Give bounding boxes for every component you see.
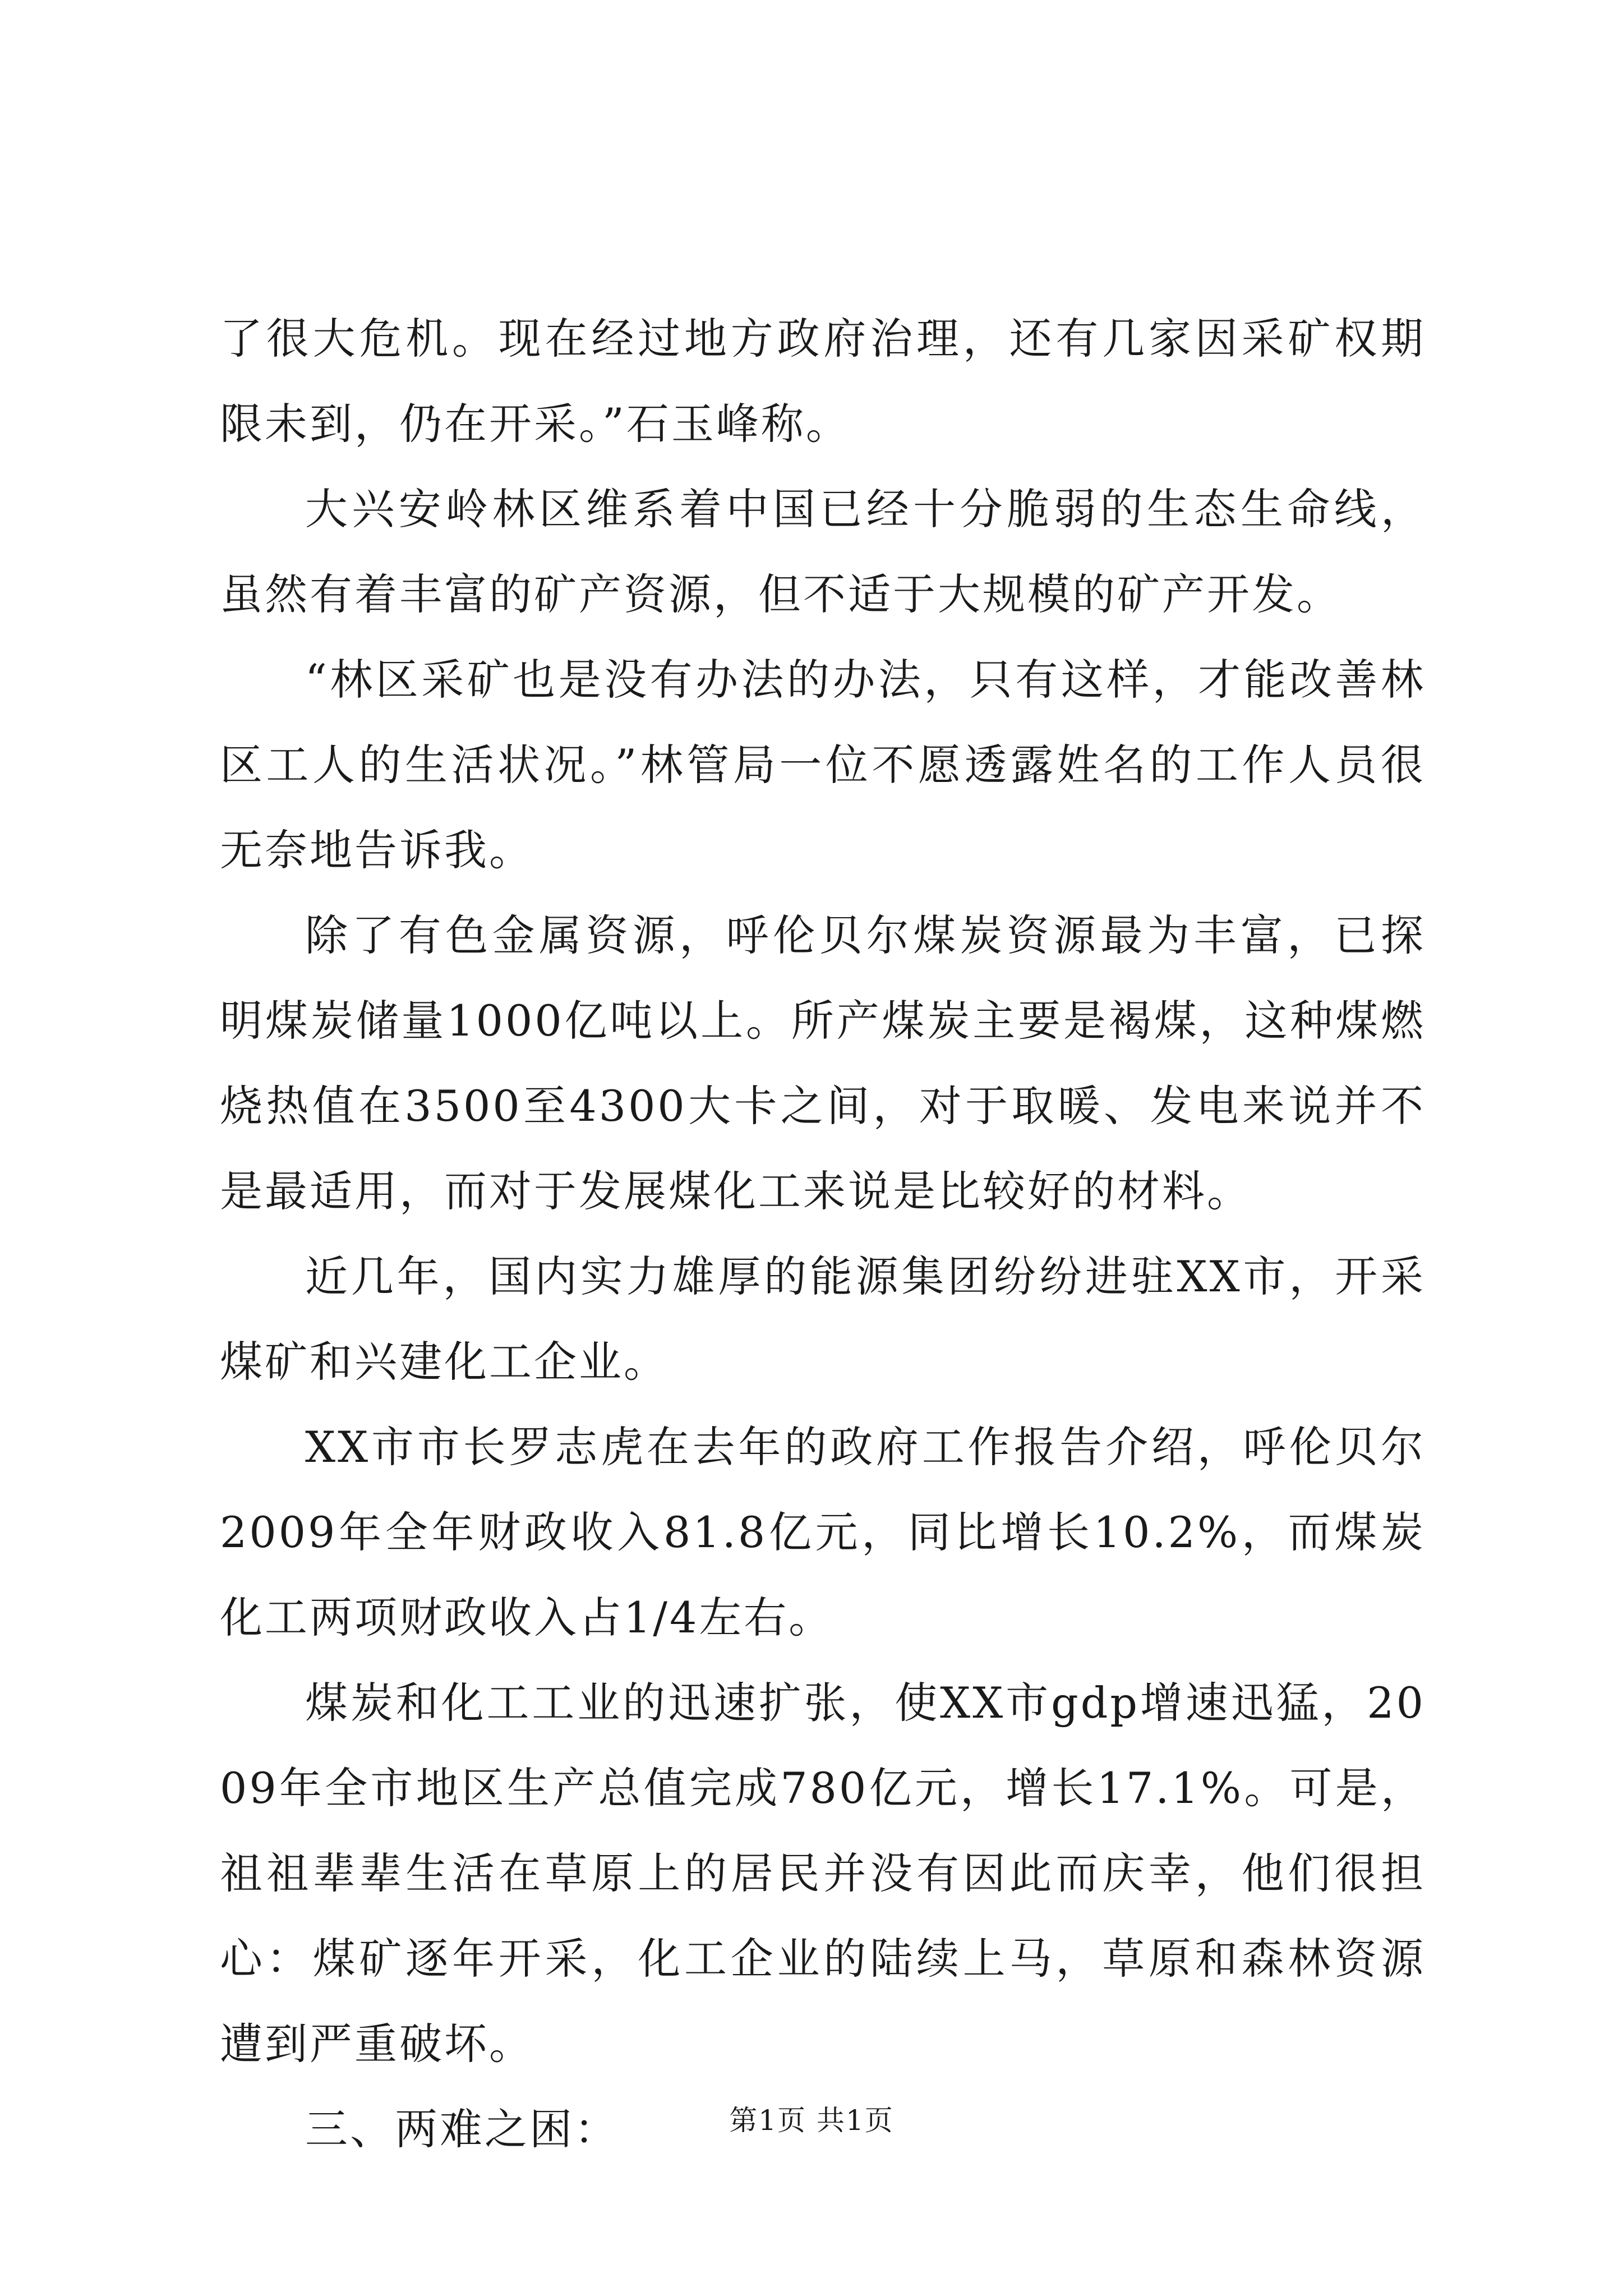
paragraph: 大兴安岭林区维系着中国已经十分脆弱的生态生命线，虽然有着丰富的矿产资源，但不适于大规模的矿产开发。 (220, 484, 1426, 619)
paragraph: 煤炭和化工工业的迅速扩张，使XX市gdp增速迅猛，2009年全市地区生产总值完成780亿元，增长17.1%。可是，祖祖辈辈生活在草原上的居民并没有因此而庆幸，他们很担心：煤矿逐年开采，化工企业的陆续上马，草原和森林资源遭到严重破坏。 (220, 1678, 1426, 2069)
paragraph: 了很大危机。现在经过地方政府治理，还有几家因采矿权期限未到，仍在开采。”石玉峰称。 (220, 314, 1426, 449)
paragraph: XX市市长罗志虎在去年的政府工作报告介绍，呼伦贝尔2009年全年财政收入81.8亿元，同比增长10.2%，而煤炭化工两项财政收入占1/4左右。 (220, 1422, 1426, 1642)
paragraph: “林区采矿也是没有办法的办法，只有这样，才能改善林区工人的生活状况。”林管局一位不愿透露姓名的工作人员很无奈地告诉我。 (220, 655, 1426, 875)
paragraph: 近几年，国内实力雄厚的能源集团纷纷进驻XX市，开采煤矿和兴建化工企业。 (220, 1251, 1426, 1387)
document-body (220, 296, 1426, 2172)
page-number-footer: 第1页 共1页 (729, 2104, 894, 2137)
section-heading: 三、两难之困： (305, 2104, 619, 2154)
paragraph: 除了有色金属资源，呼伦贝尔煤炭资源最为丰富，已探明煤炭储量1000亿吨以上。所产煤炭主要是褐煤，这种煤燃烧热值在3500至4300大卡之间，对于取暖、发电来说并不是最适用，而对于发展煤化工来说是比较好的材料。 (220, 910, 1426, 1216)
